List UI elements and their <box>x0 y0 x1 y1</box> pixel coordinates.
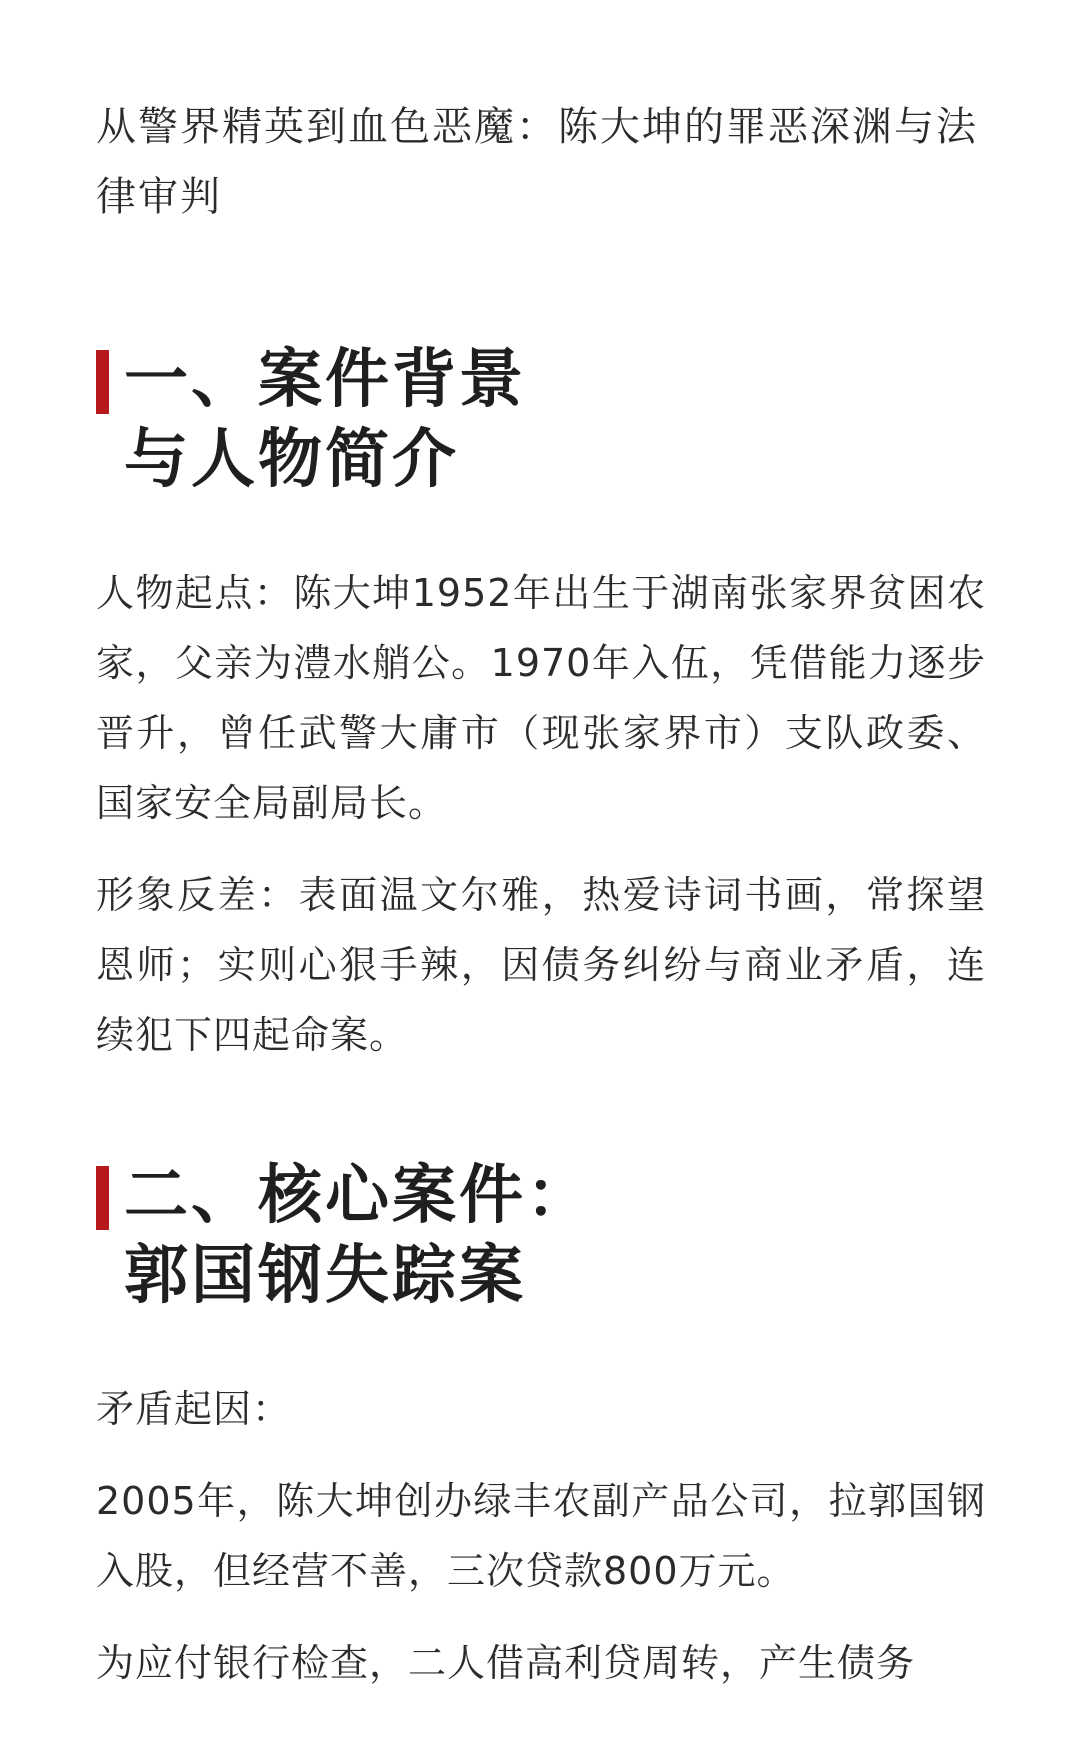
section-heading-line: 一、案件背景 <box>124 343 526 417</box>
section-heading-line: 与人物简介 <box>124 423 459 497</box>
paragraph-image-contrast: 形象反差：表面温文尔雅，热爱诗词书画，常探望恩师；实则心狠手辣，因债务纠纷与商业矛盾，连续犯下四起命案。 <box>96 873 986 1057</box>
paragraph-high-interest-debt: 为应付银行检查，二人借高利贷周转，产生债务 <box>96 1641 916 1685</box>
section-heading-background <box>96 340 986 500</box>
section-accent-bar <box>96 1166 109 1230</box>
section-heading-line: 二、核心案件： <box>124 1159 593 1233</box>
section-accent-bar <box>96 350 109 414</box>
article <box>96 92 986 1698</box>
section-heading-core-case <box>96 1156 986 1316</box>
article-title: 从警界精英到血色恶魔：陈大坤的罪恶深渊与法律审判 <box>96 104 978 220</box>
paragraph-conflict-cause-label: 矛盾起因： <box>96 1387 292 1431</box>
section-heading-line: 郭国钢失踪案 <box>124 1239 526 1313</box>
paragraph-character-origin: 人物起点：陈大坤1952年出生于湖南张家界贫困农家，父亲为澧水艄公。1970年入伍，凭借能力逐步晋升，曾任武警大庸市（现张家界市）支队政委、国家安全局副局长。 <box>96 571 986 825</box>
paragraph-company-loans: 2005年，陈大坤创办绿丰农副产品公司，拉郭国钢入股，但经营不善，三次贷款800万元。 <box>96 1479 986 1593</box>
